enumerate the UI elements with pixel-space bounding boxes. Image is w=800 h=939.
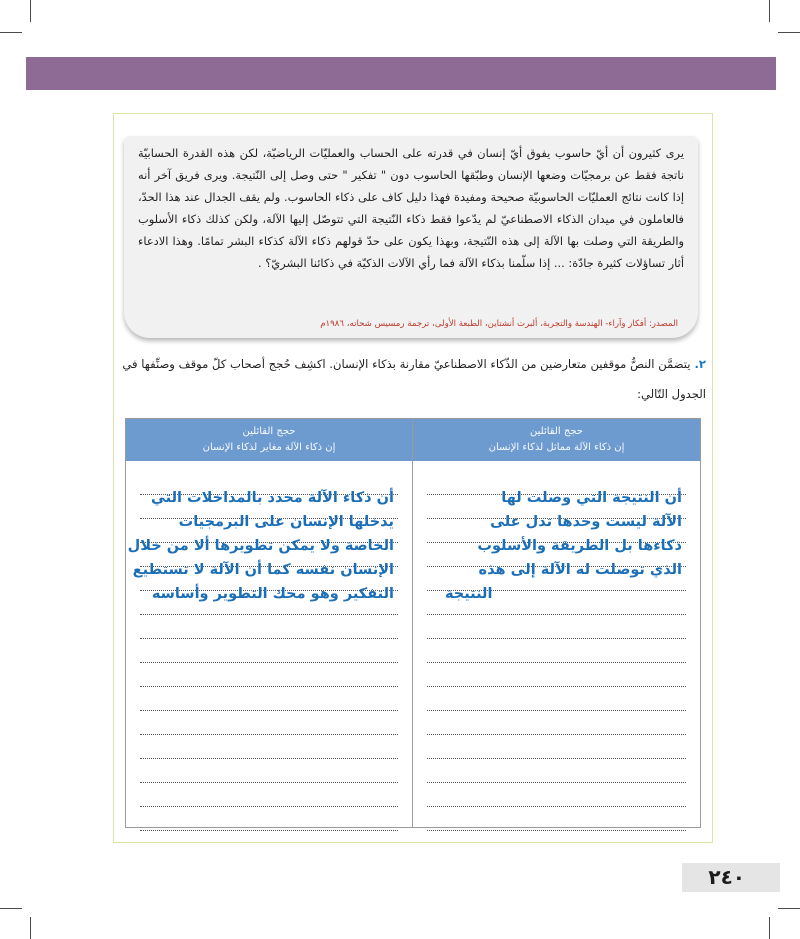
question [106, 349, 706, 409]
crop-mark [0, 908, 22, 909]
answer-line: النتيجة [445, 586, 493, 602]
column-header-line: حجج القائلين [530, 426, 583, 437]
answer-line: أن النتيجة التي وصلت لها [501, 490, 682, 506]
question-text: يتضمَّن النصُّ موقفين متعارضين من الذّكاء الاصطناعيّ مقارنة بذكاء الإنسان. اكشِف حُجج أصحاب كلّ موقف وصنِّفها في الجدول التّالي: [122, 357, 706, 401]
answer-line: الآلة ليست وحدها تدل على [490, 514, 682, 530]
answer-line: الذي توصلت له الآلة إلى هذه [478, 562, 682, 578]
passage-box [124, 136, 698, 338]
answer-line: أن ذكاء الآلة محدد بالمداخلات التي [150, 490, 394, 506]
answer-line: يدخلها الإنسان على البرمجيات [178, 514, 394, 530]
crop-mark [0, 32, 22, 33]
answer-line: الخاصة ولا يمكن تطويرها ألا من خلال [127, 538, 394, 554]
column-header [126, 419, 412, 461]
passage-text: يرى كثيرون أن أيّ حاسوب يفوق أيّ إنسان في قدرته على الحساب والعمليّات الرياضيّة، لكن هذه القدرة الحسابيّة ناتجة فقط عن برمجيّات وضعها الإنسان وطبّقها الحاسوب دون " تفكير " حتى وصل إلى النّتيجة. ويرى فريق آخر أنه إذا كانت نتائج العمليّات الحاسوبيّة صحيحة ومفيدة فهذا دليل كاف على ذكاء الحاسوب. ولم يقف الجدال عند هذا الحدّ، فالعاملون في ميدان الذكاء الاصطناعيّ لم يدّعوا فقط ذكاء النّتيجة التي تتوصّل إليها الآلة، ولكن كذلك ذكاء الأسلوب والطريقة التي وصلت بها الآلة إلى هذه النّتيجة، وبهذا يكون على حدّ قولهم ذكاء الآلة كذكاء البشر تمامًا. وهذا الادعاء أثار تساؤلات كثيرة جادّة: ... إذا سلّمنا بذكاء الآلة فما رأي الآلات الذكيّة في ذكائنا البشريّ؟ . [138, 146, 684, 270]
column-header-line: إن ذكاء الآلة مماثل لذكاء الإنسان [488, 442, 625, 453]
table-column-similar [413, 419, 700, 827]
answer-line: ذكاءها بل الطريقة والأسلوب [477, 538, 682, 554]
crop-mark [778, 908, 800, 909]
answer-line: الإنسان نفسه كما أن الآلة لا تستطيع [132, 562, 394, 578]
answer-line: التفكير وهو محك التطوير وأساسه [151, 586, 394, 602]
crop-mark [778, 32, 800, 33]
arguments-table [125, 418, 701, 828]
passage-source: المصدر: أفكار وآراء- الهندسة والتجربة، ألبرت أنشتاين، الطبعة الأولى، ترجمة رمسيس شحاته، ١٩٨٦م [320, 319, 678, 329]
page-number: ٢٤٠ [708, 865, 745, 889]
crop-mark [769, 0, 770, 22]
header-band [26, 57, 776, 90]
column-header-line: حجج القائلين [242, 426, 296, 437]
crop-mark [30, 0, 31, 22]
column-header-line: إن ذكاء الآلة مغاير لذكاء الإنسان [202, 442, 336, 453]
handwritten-answer[interactable] [431, 486, 682, 606]
crop-mark [769, 917, 770, 939]
handwritten-answer[interactable] [127, 486, 394, 606]
column-header [413, 419, 700, 461]
table-column-different [126, 419, 413, 827]
crop-mark [30, 917, 31, 939]
question-number: ٢. [694, 357, 706, 371]
